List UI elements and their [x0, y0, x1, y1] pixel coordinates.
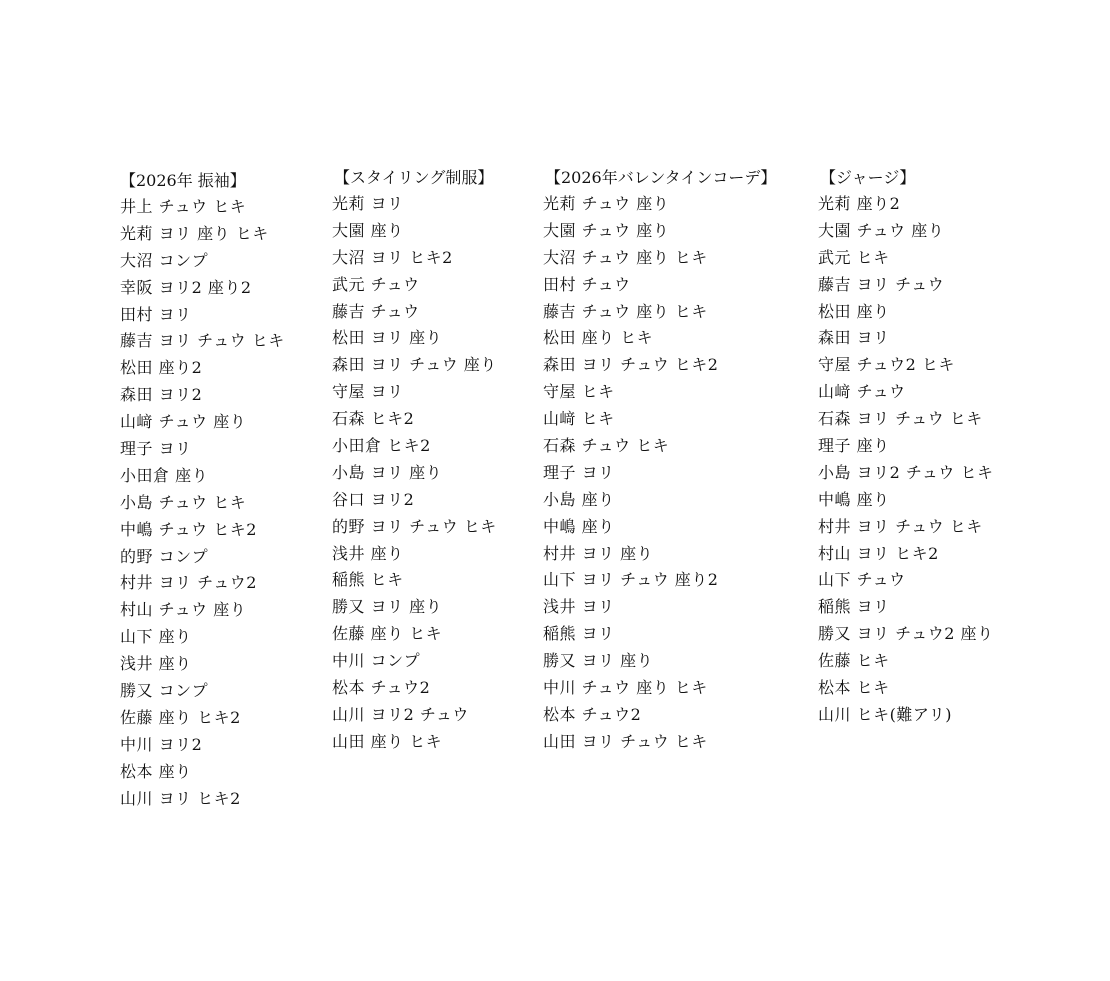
list-item: 村山 チュウ 座り — [120, 600, 247, 620]
list-item: 山下 チュウ — [818, 570, 906, 590]
list-item: 大園 チュウ 座り — [543, 220, 670, 240]
list-item: 中川 チュウ 座り ヒキ — [543, 678, 708, 698]
list-item: 松本 チュウ2 — [543, 704, 642, 724]
list-item: 勝又 ヨリ チュウ2 座り — [818, 624, 994, 644]
list-item: 村井 ヨリ チュウ ヒキ — [818, 516, 983, 536]
list-item: 武元 チュウ — [332, 274, 420, 294]
list-item: 山田 座り ヒキ — [332, 731, 443, 751]
list-item: 小田倉 ヒキ2 — [332, 436, 431, 456]
list-item: 山﨑 ヒキ — [543, 409, 615, 429]
list-item: 光莉 座り2 — [818, 194, 901, 213]
list-item: 村山 ヨリ ヒキ2 — [818, 543, 939, 563]
list-item: 大沼 ヨリ ヒキ2 — [332, 247, 453, 267]
list-item: 谷口 ヨリ2 — [332, 489, 415, 509]
list-item: 藤吉 ヨリ チュウ ヒキ — [120, 331, 285, 351]
column-styling-uniform — [332, 165, 497, 756]
list-item: 大園 座り — [332, 220, 404, 240]
list-item: 松田 座り — [818, 301, 890, 321]
list-item: 田村 ヨリ — [120, 304, 192, 324]
list-item: 井上 チュウ ヒキ — [120, 197, 247, 216]
list-item: 小島 チュウ ヒキ — [120, 492, 247, 512]
list-item: 森田 ヨリ チュウ 座り — [332, 355, 497, 375]
list-item: 藤吉 チュウ 座り ヒキ — [543, 301, 708, 321]
list-item: 佐藤 座り ヒキ2 — [120, 707, 241, 727]
list-item: 森田 ヨリ2 — [120, 385, 203, 405]
column-title: 【スタイリング制服】 — [334, 168, 494, 187]
list-item: 松田 座り2 — [120, 358, 203, 378]
list-item: 稲熊 ヒキ — [332, 570, 404, 590]
list-item: 理子 ヨリ — [120, 439, 192, 459]
column-title: 【ジャージ】 — [820, 168, 916, 187]
list-item: 的野 ヨリ チュウ ヒキ — [332, 516, 497, 536]
list-item: 稲熊 ヨリ — [543, 624, 615, 644]
list-item: 光莉 ヨリ 座り ヒキ — [120, 223, 269, 243]
list-item: 光莉 チュウ 座り — [543, 194, 670, 213]
list-item: 森田 ヨリ チュウ ヒキ2 — [543, 355, 719, 375]
list-item: 武元 ヒキ — [818, 247, 890, 267]
list-item: 山川 ヨリ ヒキ2 — [120, 788, 241, 808]
list-item: 理子 座り — [818, 436, 890, 456]
list-item: 松田 ヨリ 座り — [332, 328, 443, 348]
list-item: 中嶋 座り — [543, 516, 615, 536]
list-item: 中嶋 チュウ ヒキ2 — [120, 519, 257, 539]
list-item: 小島 ヨリ2 チュウ ヒキ — [818, 462, 994, 482]
list-item: 石森 ヒキ2 — [332, 409, 415, 429]
list-item: 稲熊 ヨリ — [818, 597, 890, 617]
list-item: 浅井 座り — [120, 654, 192, 674]
list-item: 小島 ヨリ 座り — [332, 462, 443, 482]
list-item: 山田 ヨリ チュウ ヒキ — [543, 731, 708, 751]
list-item: 松本 チュウ2 — [332, 678, 431, 698]
column-jersey — [818, 165, 993, 729]
list-item: 藤吉 ヨリ チュウ — [818, 274, 945, 294]
list-item: 石森 チュウ ヒキ — [543, 436, 670, 456]
list-item: 勝又 ヨリ 座り — [332, 597, 443, 617]
member-list — [120, 194, 285, 812]
list-item: 理子 ヨリ — [543, 462, 615, 482]
list-item: 藤吉 チュウ — [332, 301, 420, 321]
list-item: 中川 コンプ — [332, 651, 421, 671]
list-item: 松田 座り ヒキ — [543, 328, 654, 348]
list-item: 大沼 チュウ 座り ヒキ — [543, 247, 708, 267]
column-title: 【2026年バレンタインコーデ】 — [545, 168, 777, 187]
list-item: 中川 ヨリ2 — [120, 734, 203, 754]
column-valentine-coordinate — [543, 165, 776, 756]
list-item: 大沼 コンプ — [120, 250, 209, 270]
list-item: 森田 ヨリ — [818, 328, 890, 348]
member-list — [543, 191, 776, 756]
list-item: 松本 座り — [120, 761, 192, 781]
list-item: 山﨑 チュウ 座り — [120, 412, 247, 432]
member-list — [818, 191, 993, 729]
list-item: 的野 コンプ — [120, 546, 209, 566]
list-item: 浅井 ヨリ — [543, 597, 615, 617]
list-item: 守屋 ヒキ — [543, 382, 615, 402]
list-item: 松本 ヒキ — [818, 678, 890, 698]
list-item: 光莉 ヨリ — [332, 194, 404, 213]
list-item: 小島 座り — [543, 489, 615, 509]
list-item: 山川 ヒキ(難アリ) — [818, 704, 952, 724]
list-item: 山下 座り — [120, 627, 192, 647]
list-item: 浅井 座り — [332, 543, 404, 563]
list-item: 小田倉 座り — [120, 465, 209, 485]
member-list — [332, 191, 497, 756]
list-item: 幸阪 ヨリ2 座り2 — [120, 277, 252, 297]
list-item: 守屋 ヨリ — [332, 382, 404, 402]
list-item: 中嶋 座り — [818, 489, 890, 509]
list-item: 勝又 ヨリ 座り — [543, 651, 654, 671]
list-item: 勝又 コンプ — [120, 681, 209, 701]
list-item: 山﨑 チュウ — [818, 382, 906, 402]
list-item: 大園 チュウ 座り — [818, 220, 945, 240]
list-item: 守屋 チュウ2 ヒキ — [818, 355, 955, 375]
list-item: 山下 ヨリ チュウ 座り2 — [543, 570, 719, 590]
list-item: 佐藤 座り ヒキ — [332, 624, 443, 644]
column-furisode — [120, 168, 285, 812]
list-item: 山川 ヨリ2 チュウ — [332, 704, 469, 724]
list-item: 田村 チュウ — [543, 274, 631, 294]
list-item: 村井 ヨリ 座り — [543, 543, 654, 563]
list-item: 村井 ヨリ チュウ2 — [120, 573, 257, 593]
column-title: 【2026年 振袖】 — [120, 171, 246, 190]
list-item: 石森 ヨリ チュウ ヒキ — [818, 409, 983, 429]
list-item: 佐藤 ヒキ — [818, 651, 890, 671]
